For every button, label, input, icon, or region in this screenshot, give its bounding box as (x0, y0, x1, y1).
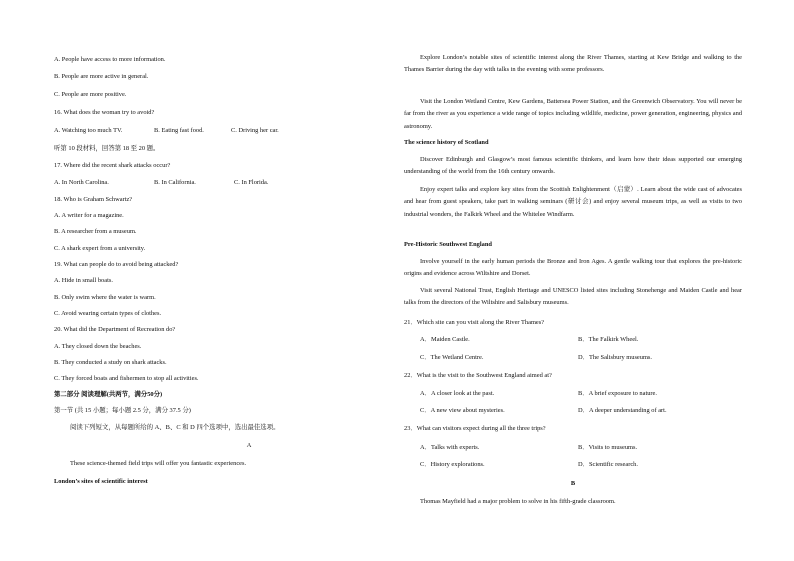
passage-intro: These science-themed field trips will offer you fantastic experiences. (70, 460, 247, 467)
paragraph-london-1: Explore London’s notable sites of scientific interest along the River Thames, starting at Kew Bridge and walking to the Thames Barrier during the day with talks in the evening with some professors. (404, 54, 742, 74)
q23-option-a: A．Talks with experts. (420, 444, 480, 451)
q23-question: 23．What can visitors expect during all the three trips? (404, 425, 546, 432)
q17-options (54, 179, 268, 187)
q23-option-c: C．History explorations. (420, 461, 485, 468)
q22-option-c: C．A new view about mysteries. (420, 407, 505, 414)
q18-option-c: C. A shark expert from a university. (54, 245, 146, 252)
paragraph-london-2: Visit the London Wetland Centre, Kew Gardens, Battersea Power Station, and the Greenwich Observatory. You will never be far from the river as you experience a wide range of topics including wildlife, medicine, power generation, engineering, physics and astronomy. (404, 98, 742, 130)
q19-option-b: B. Only swim where the water is warm. (54, 294, 156, 301)
q23-options-row2 (420, 461, 638, 469)
reading-instruction: 阅读下列短文，从每题所给的 A、B、C 和 D 四个选项中，选出最佳选项。 (70, 424, 280, 431)
q20-option-c: C. They forced boats and fishermen to stop all activities. (54, 375, 199, 382)
q22-question: 22．What is the visit to the Southwest England aimed at? (404, 372, 552, 379)
q22-option-a: A．A closer look at the past. (420, 390, 495, 397)
q16-option-c: C. Driving her car. (231, 127, 279, 134)
q16-options (54, 127, 279, 135)
scotland-heading: The science history of Scotland (404, 139, 489, 146)
q21-option-c: C．The Wetland Centre. (420, 354, 484, 361)
q19-option-a: A. Hide in small boats. (54, 277, 113, 284)
part2-title: 第二部分 阅读理解(共两节，满分50分) (54, 391, 163, 398)
paragraph-scotland-2: Enjoy expert talks and explore key sites from the Scottish Enlightenment（启蒙）. Learn about the wide cast of advocates and hear from guest speakers, take part in walking seminars (研讨会) and enjoy several museum trips, as well as visits to two industrial wonders, the Falkirk Wheel and the Whitelee Windfarm. (404, 186, 742, 218)
q21-option-b: B．The Falkirk Wheel. (578, 336, 639, 343)
q23-options-row1 (420, 444, 637, 452)
paragraph-scotland-1: Discover Edinburgh and Glasgow’s most famous scientific thinkers, and learn how their ideas supported our emerging understanding of the world from the 16th century onwards. (404, 156, 742, 176)
q15-option-c: C. People are more positive. (54, 91, 127, 98)
q23-option-d: D．Scientific research. (578, 461, 638, 468)
passage-letter-b: B (570, 480, 576, 487)
q18-question: 18. Who is Graham Schwartz? (54, 196, 133, 203)
q22-options-row2 (420, 407, 667, 415)
paragraph-prehistoric-1: Involve yourself in the early human periods the Bronze and Iron Ages. A gentle walking tour that explores the pre-historic origins and evidence across Wiltshire and Dorset. (404, 258, 742, 278)
q21-options-row2 (420, 354, 652, 362)
q21-option-a: A．Maiden Castle. (420, 336, 470, 343)
prehistoric-heading: Pre-Historic Southwest England (404, 241, 492, 248)
q18-option-a: A. A writer for a magazine. (54, 212, 124, 219)
q22-option-d: D．A deeper understanding of art. (578, 407, 667, 414)
q21-option-d: D．The Salisbury museums. (578, 354, 653, 361)
q15-option-a: A. People have access to more information. (54, 56, 166, 63)
q21-question: 21．Which site can you visit along the River Thames? (404, 319, 545, 326)
q18-option-b: B. A researcher from a museum. (54, 228, 137, 235)
listening-instruction: 听第 10 段材料，回答第 18 至 20 题。 (54, 145, 160, 152)
london-heading: London’s sites of scientific interest (54, 478, 148, 485)
q20-question: 20. What did the Department of Recreation do? (54, 326, 176, 333)
q19-question: 19. What can people do to avoid being attacked? (54, 261, 179, 268)
q17-option-b: B. In California. (154, 179, 196, 186)
passage-letter-a: A (246, 442, 252, 449)
q19-option-c: C. Avoid wearing certain types of clothes. (54, 310, 162, 317)
q22-options-row1 (420, 390, 657, 398)
q16-option-a: A. Watching too much TV. (54, 127, 123, 134)
q20-option-a: A. They closed down the beaches. (54, 343, 142, 350)
q16-option-b: B. Eating fast food. (154, 127, 204, 134)
q15-option-b: B. People are more active in general. (54, 73, 149, 80)
q16-question: 16. What does the woman try to avoid? (54, 109, 155, 116)
q21-options-row1 (420, 336, 638, 344)
q17-option-a: A. In North Carolina. (54, 179, 109, 186)
q17-option-c: C. In Florida. (234, 179, 269, 186)
q20-option-b: B. They conducted a study on shark attacks. (54, 359, 167, 366)
section1-title: 第一节 (共 15 小题；每小题 2.5 分，满分 37.5 分) (54, 407, 191, 414)
paragraph-prehistoric-2: Visit several National Trust, English Heritage and UNESCO listed sites including Stonehenge and Maiden Castle and hear talks from the directors of the Wiltshire and Salisbury museums. (404, 287, 742, 307)
q17-question: 17. Where did the recent shark attacks occur? (54, 162, 171, 169)
q22-option-b: B．A brief exposure to nature. (578, 390, 657, 397)
passage-b-first-line: Thomas Mayfield had a major problem to solve in his fifth-grade classroom. (420, 498, 616, 505)
q23-option-b: B．Visits to museums. (578, 444, 638, 451)
